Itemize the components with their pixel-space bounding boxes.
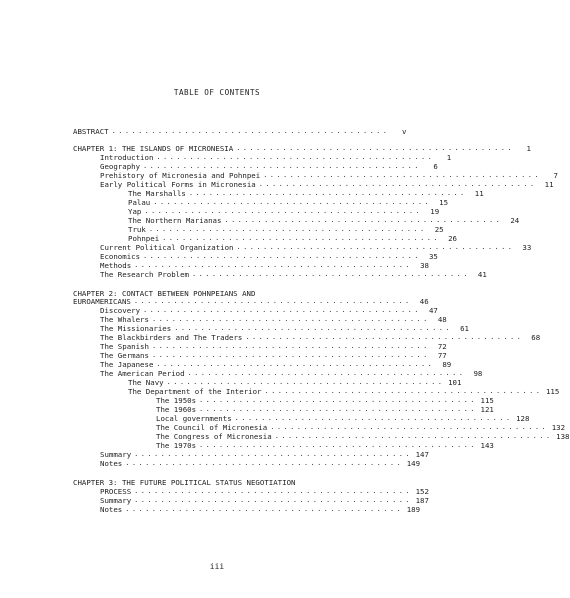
- toc-entry-abstract: [73, 126, 407, 136]
- dot-leader: ..........................................: [111, 127, 390, 135]
- toc-label: The Germans: [100, 351, 149, 360]
- dot-leader: ..........................................: [236, 144, 514, 152]
- toc-page-number: 46: [419, 297, 429, 306]
- toc-label: Yap: [128, 207, 142, 216]
- toc-label: The Northern Marianas: [128, 216, 222, 225]
- toc-page-number: 89: [442, 360, 452, 369]
- toc-label: The Spanish: [100, 342, 149, 351]
- dot-leader: ..........................................: [134, 496, 412, 504]
- toc-label: Economics: [100, 252, 141, 261]
- dot-leader: ..........................................: [166, 378, 445, 386]
- dot-leader: ..........................................: [199, 441, 477, 449]
- toc-page-number: 143: [480, 441, 494, 450]
- toc-label: The Whalers: [100, 315, 149, 324]
- page-title: TABLE OF CONTENTS: [173, 88, 261, 97]
- toc-label: Local governments: [156, 414, 232, 423]
- toc-label: The Missionaries: [100, 324, 172, 333]
- dot-leader: ..........................................: [270, 423, 549, 431]
- dot-leader: ..........................................: [156, 360, 435, 368]
- dot-leader: ..........................................: [143, 162, 421, 170]
- toc-label: Methods: [100, 261, 132, 270]
- toc-label: The Congress of Micronesia: [156, 432, 272, 441]
- toc-page-number: 35: [428, 252, 438, 261]
- toc-entry: [100, 269, 487, 279]
- toc-page-number: 149: [406, 459, 421, 468]
- toc-label: Prehistory of Micronesia and Pohnpei: [100, 171, 261, 180]
- toc-label: Notes: [100, 505, 123, 514]
- toc-label: The American Period: [100, 369, 185, 378]
- toc-chapter-3-heading: CHAPTER 3: THE FUTURE POLITICAL STATUS NEGOTIATION: [73, 478, 296, 487]
- dot-leader: ..........................................: [134, 450, 412, 458]
- toc-label: Summary: [100, 496, 132, 505]
- toc-label: Discovery: [100, 306, 141, 315]
- toc-page-number: 38: [420, 261, 429, 270]
- toc-label: Geography: [100, 162, 141, 171]
- dot-leader: ..........................................: [151, 351, 430, 359]
- toc-page-number: 115: [480, 396, 494, 405]
- dot-leader: ..........................................: [133, 297, 412, 305]
- toc-page-number: 101: [448, 378, 462, 387]
- dot-leader: ..........................................: [224, 216, 503, 224]
- toc-page-number: 11: [474, 189, 484, 198]
- dot-leader: ..........................................: [174, 324, 453, 332]
- toc-page-number: 152: [415, 487, 429, 496]
- dot-leader: ..........................................: [143, 306, 421, 314]
- toc-page-number: 77: [437, 351, 447, 360]
- toc-page-number: 128: [516, 414, 530, 423]
- dot-leader: ..........................................: [264, 387, 543, 395]
- toc-page-number: 15: [439, 198, 449, 207]
- toc-page-number: 24: [510, 216, 520, 225]
- toc-label: The Blackbirders and The Traders: [100, 333, 243, 342]
- dot-leader: ..........................................: [234, 414, 513, 422]
- dot-leader: ..........................................: [192, 270, 470, 278]
- toc-page-number: 147: [415, 450, 429, 459]
- dot-leader: ..........................................: [134, 487, 412, 495]
- dot-leader: ..........................................: [156, 153, 435, 161]
- toc-page-number: 19: [430, 207, 440, 216]
- toc-label: Pohnpei: [128, 234, 160, 243]
- toc-label: The 1950s: [156, 396, 197, 405]
- dot-leader: ..........................................: [125, 505, 404, 513]
- toc-label: The Japanese: [100, 360, 154, 369]
- toc-label: Truk: [128, 225, 146, 234]
- toc-page-number: 138: [556, 432, 570, 441]
- toc-label: ABSTRACT: [73, 127, 109, 136]
- toc-label: Palau: [128, 198, 151, 207]
- dot-leader: ..........................................: [187, 369, 466, 377]
- toc-label: The Council of Micronesia: [156, 423, 268, 432]
- toc-page-number: 11: [544, 180, 554, 189]
- toc-label: Summary: [100, 450, 132, 459]
- dot-leader: ..........................................: [134, 261, 412, 269]
- toc-page-number: 187: [415, 496, 429, 505]
- toc-entry: [100, 458, 421, 468]
- toc-page-number: 132: [551, 423, 566, 432]
- dot-leader: ..........................................: [153, 198, 432, 206]
- toc-page-number: 41: [477, 270, 487, 279]
- dot-leader: ..........................................: [258, 180, 537, 188]
- dot-leader: ..........................................: [151, 342, 430, 350]
- toc-label: The Marshalls: [128, 189, 186, 198]
- toc-page-number: 33: [522, 243, 532, 252]
- toc-page-number: 61: [460, 324, 470, 333]
- toc-label: EUROAMERICANS: [73, 297, 131, 306]
- toc-label: Introduction: [100, 153, 154, 162]
- dot-leader: ..........................................: [151, 315, 430, 323]
- toc-page-number: 189: [406, 505, 421, 514]
- dot-leader: ..........................................: [236, 243, 515, 251]
- toc-page-number: 1: [446, 153, 452, 162]
- toc-label: Current Political Organization: [100, 243, 234, 252]
- toc-entry: [100, 504, 421, 514]
- toc-page-number: 6: [433, 162, 438, 171]
- toc-label: The Navy: [128, 378, 164, 387]
- toc-label: The 1970s: [156, 441, 197, 450]
- dot-leader: ..........................................: [125, 459, 404, 467]
- toc-label: Early Political Forms in Micronesia: [100, 180, 256, 189]
- toc-page-number: 47: [428, 306, 438, 315]
- toc-label: The Research Problem: [100, 270, 189, 279]
- dot-leader: ..........................................: [199, 405, 477, 413]
- toc-page-number: v: [401, 127, 407, 136]
- dot-leader: ..........................................: [263, 171, 541, 179]
- toc-page-number: 72: [437, 342, 447, 351]
- dot-leader: ..........................................: [245, 333, 524, 341]
- toc-label: The 1960s: [156, 405, 197, 414]
- toc-label: PROCESS: [100, 487, 132, 496]
- toc-page-number: 48: [437, 315, 447, 324]
- dot-leader: ..........................................: [143, 252, 421, 260]
- toc-page-number: 115: [545, 387, 560, 396]
- toc-chapter-2-heading: CHAPTER 2: CONTACT BETWEEN POHNPEIANS AND: [73, 289, 256, 298]
- dot-leader: ..........................................: [148, 225, 427, 233]
- toc-page-number: 25: [434, 225, 444, 234]
- dot-leader: ..........................................: [199, 396, 477, 404]
- toc-page-number: 1: [526, 144, 531, 153]
- page-number: iii: [209, 562, 225, 571]
- toc-label: CHAPTER 1: THE ISLANDS OF MICRONESIA: [73, 144, 234, 153]
- dot-leader: ..........................................: [274, 432, 553, 440]
- toc-label: Notes: [100, 459, 123, 468]
- toc-page-number: 26: [448, 234, 457, 243]
- dot-leader: ..........................................: [144, 207, 423, 215]
- toc-label: The Department of the Interior: [128, 387, 262, 396]
- dot-leader: ..........................................: [162, 234, 440, 242]
- dot-leader: ..........................................: [188, 189, 467, 197]
- toc-page-number: 7: [553, 171, 558, 180]
- toc-page-number: 98: [473, 369, 483, 378]
- toc-page-number: 68: [531, 333, 541, 342]
- toc-page-number: 121: [480, 405, 494, 414]
